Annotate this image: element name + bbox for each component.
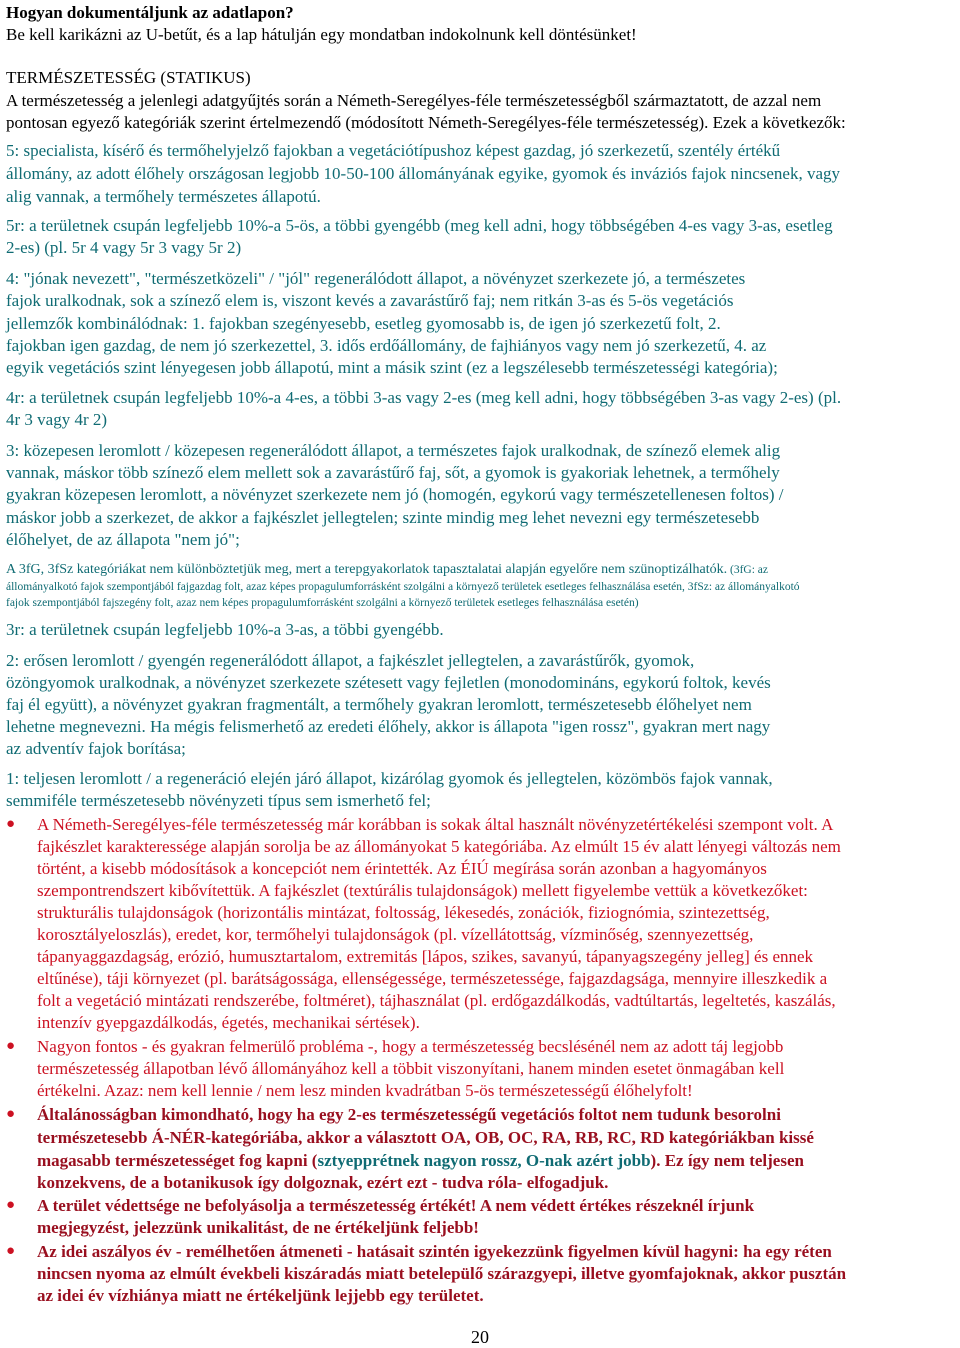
section-title: TERMÉSZETESSÉG (STATIKUS) (6, 68, 251, 87)
category-4-line: jellemzők kombinálódnak: 1. fajokban szegényesebb, esetleg gyomosabb is, de igen jó szerkezetű folt, 2. (6, 314, 721, 333)
bullet-4-line: megjegyzést, jelezzünk unikalitást, de ne értékeljünk feljebb! (37, 1218, 479, 1237)
category-5r-line: 5r: a területnek csupán legfeljebb 10%-a 5-ös, a többi gyengébb (meg kell adni, hogy többségében 4-es vagy 3-as, esetleg (6, 216, 833, 235)
note-line: állományalkotó fajok szempontjából fajgazdag folt, azaz képes propagulumforrásként szolgálni a környező területek esetleges felhasználása esetén, 3fSz: az állományalkotó (6, 581, 800, 593)
bullet-1-line: fajkészlet karakteressége alapján sorolja be az állományokat 5 kategóriába. Az elmúlt 15 év alatt lényegi változás nem (37, 837, 841, 856)
bullet-3-line: Általánosságban kimondható, hogy ha egy 2-es természetességű vegetációs foltot nem tudunk besorolni (37, 1105, 781, 1124)
bullet-3-line: konzekvens, de a botanikusok így dolgoznak, ezért ezt - tudva róla- elfogadjuk. (37, 1173, 609, 1192)
bullet-5-line: az idei év vízhiánya miatt ne értékeljünk lejjebb egy területet. (37, 1286, 484, 1305)
intro-line: A természetesség a jelenlegi adatgyűjtés során a Németh-Seregélyes-féle természetességből származtatott, de azzal nem (6, 91, 822, 110)
category-2-line: faj él együtt), a növényzet gyakran fragmentált, a termőhely gyakran leromlott, természetesebb élőhelyet nem (6, 695, 752, 714)
bullet-1-line: A Németh-Seregélyes-féle természetesség már korábban is sokak által használt növényzetértékelési szempont volt. A (37, 815, 834, 834)
bullet-1-line: szempontrendszert kibővítettük. A fajkészlet (textúrális tulajdonságok) mellett figyelembe vettük a következőket: (37, 881, 808, 900)
category-4-line: fajokban igen gazdag, de nem jó szerkezettel, 3. idős erdőállomány, de fajhiányos vagy nem jó szerkezetű, 4. az (6, 336, 767, 355)
category-3-line: máskor jobb a szerkezet, de akkor a fajkészlet jellegtelen; szinte mindig meg lehet nevezni egy természetesebb (6, 508, 760, 527)
bullet-1-line: strukturális tulajdonságok (horizontális mintázat, foltosság, lékesedés, zonációk, fiziognómia, szintezettség, (37, 903, 770, 922)
bullet-1-line: tápanyaggazdagság, erózió, humusztartalom, extremitás [lápos, szikes, savanyú, tápanyagszegény jelleg] és ennek (37, 947, 814, 966)
category-4r-line: 4r 3 vagy 4r 2) (6, 410, 108, 429)
bullet-5-line: nincsen nyoma az elmúlt évekbeli kiszáradás miatt betelepülő szárazgyepi, illetve gyomfajoknak, akkor pusztán (37, 1264, 847, 1283)
category-1-line: semmiféle természetesebb növényzeti típus sem ismerhető fel; (6, 791, 431, 810)
bullet-4-line: A terület védettsége ne befolyásolja a természetesség értékét! A nem védett értékes részeknél írjunk (37, 1196, 755, 1215)
note-line: fajok szempontjából fajszegény folt, azaz nem képes propagulumforrásként szolgálni a környező területek esetleges felhasználása esetén) (6, 597, 639, 609)
bullet-2-line: Nagyon fontos - és gyakran felmerülő probléma -, hogy a természetesség becslésénél nem az adott táj legjobb (37, 1037, 784, 1056)
bullet-1-line: történt, a kisebb módosítások a koncepciót nem érintették. Az ÉIÚ megírása során azonban a hagyományos (37, 859, 767, 878)
header-question: Hogyan dokumentáljunk az adatlapon? (6, 3, 294, 22)
bullet-1-line: eltűnése), táji környezet (pl. barátságossága, ellenségessége, természetessége, fajgazdagsága, mennyire illeszkedik a (37, 969, 828, 988)
category-3-line: vannak, máskor több színező elem mellett sok a zavarástűrő faj, sőt, a gyomok is gyakoriak lehetnek, a termőhely (6, 463, 780, 482)
category-2-line: lehetne megnevezni. Ha mégis felismerhető az eredeti élőhely, akkor is állapota "igen rossz", gyakran mert nagy (6, 717, 771, 736)
bullet-2-line: természetesség állapotban lévő állományához kell a többit viszonyítani, hanem minden esetet önmagában kell (37, 1059, 785, 1078)
bullet-3-line: természetesebb Á-NÉR-kategóriába, akkor a választott OA, OB, OC, RA, RB, RC, RD kategóriákban kissé (37, 1128, 814, 1147)
category-3-line: 3: közepesen leromlott / közepesen regenerálódott állapot, a természetes fajok uralkodnak, de színező elemek alig (6, 441, 781, 460)
bullet-1-line: intenzív gyepgazdálkodás, égetés, mechanikai sértések). (37, 1013, 420, 1032)
category-1-line: 1: teljesen leromlott / a regeneráció elején járó állapot, kizárólag gyomok és jellegtelen, közömbös fajok vannak, (6, 769, 773, 788)
note-3fg-3fsz: A 3fG, 3fSz kategóriákat nem különböztetjük meg, mert a terepgyakorlatok tapasztalatai alapján egyelőre nem szünoptizálhatók. (3fG: az (6, 562, 769, 577)
category-4r-line: 4r: a területnek csupán legfeljebb 10%-a 4-es, a többi 3-as vagy 2-es (meg kell adni, hogy többségében 3-as vagy 2-es) (pl. (6, 388, 842, 407)
intro-line: pontosan egyező kategóriák szerint értelmezendő (módosított Németh-Seregélyes-féle természetesség). Ezek a következők: (6, 113, 846, 132)
category-4-line: egyik vegetációs szint lényegesen jobb állapotú, mint a másik szint (ez a legszélesebb természetességi kategória); (6, 358, 778, 377)
bullet-2-line: értékelni. Azaz: nem kell lennie / nem lesz minden kvadrátban 5-ös természetességű élőhelyfolt! (37, 1081, 693, 1100)
category-5r-line: 2-es) (pl. 5r 4 vagy 5r 3 vagy 5r 2) (6, 238, 242, 257)
category-2-line: 2: erősen leromlott / gyengén regenerálódott állapot, a fajkészlet jellegtelen, a zavarástűrők, gyomok, (6, 651, 695, 670)
category-5-line: alig vannak, a termőhely természetes állapotú. (6, 187, 321, 206)
bullet-icon: ● (6, 1038, 16, 1054)
category-4-line: fajok uralkodnak, sok a színező elem is, viszont kevés a zavarástűrő faj; nem ritkán 3-as és 5-ös vegetációs (6, 291, 734, 310)
bullet-1-line: folt a vegetáció mintázati rendszerébe, foltméret), tájhasználat (pl. erdőgazdálkodás, vadtúltartás, legeltetés, kaszálás, (37, 991, 836, 1010)
category-3-line: élőhelyet, de az állapota "nem jó"; (6, 530, 240, 549)
category-3-line: gyakran közepesen leromlott, a növényzet szerkezete nem jó (homogén, egykorú vagy természetellenesen foltos) / (6, 485, 784, 504)
category-2-line: az adventív fajok borítása; (6, 739, 186, 758)
bullet-icon: ● (6, 1106, 16, 1122)
bullet-3-highlight: sztyepprétnek nagyon rossz, O-nak azért jobb (317, 1151, 651, 1170)
page-number: 20 (471, 1327, 489, 1347)
header-instruction: Be kell karikázni az U-betűt, és a lap hátulján egy mondatban indokolnunk kell döntésünket! (6, 25, 637, 44)
bullet-icon: ● (6, 1197, 16, 1213)
bullet-1-line: korosztályeloszlás), eredet, kor, termőhelyi tulajdonságok (pl. vízellátottság, vízminőség, szennyezettség, (37, 925, 754, 944)
bullet-icon: ● (6, 1243, 16, 1259)
category-4-line: 4: "jónak nevezett", "természetközeli" / "jól" regenerálódott állapot, a növényzet szerkezete jó, a természetes (6, 269, 746, 288)
bullet-icon: ● (6, 816, 16, 832)
bullet-5-line: Az idei aszályos év - remélhetően átmeneti - hatásait szintén igyekezzünk figyelmen kívül hagyni: ha egy réten (37, 1242, 832, 1261)
category-5-line: 5: specialista, kísérő és termőhelyjelző fajokban a vegetációtípushoz képest gazdag, jó szerkezetű, szentély értékű (6, 141, 781, 160)
category-2-line: özöngyomok uralkodnak, a növényzet szerkezete szétesett vagy fejletlen (monodomináns, egykorú foltok, kevés (6, 673, 771, 692)
category-3r-line: 3r: a területnek csupán legfeljebb 10%-a 3-as, a többi gyengébb. (6, 620, 444, 639)
category-5-line: állomány, az adott élőhely országosan legjobb 10-50-100 állományának egyike, gyomok és inváziós fajok nincsenek, vagy (6, 164, 841, 183)
bullet-3-line: magasabb természetességet fog kapni (sztyepprétnek nagyon rossz, O-nak azért jobb). Ez így nem teljesen (37, 1151, 804, 1170)
